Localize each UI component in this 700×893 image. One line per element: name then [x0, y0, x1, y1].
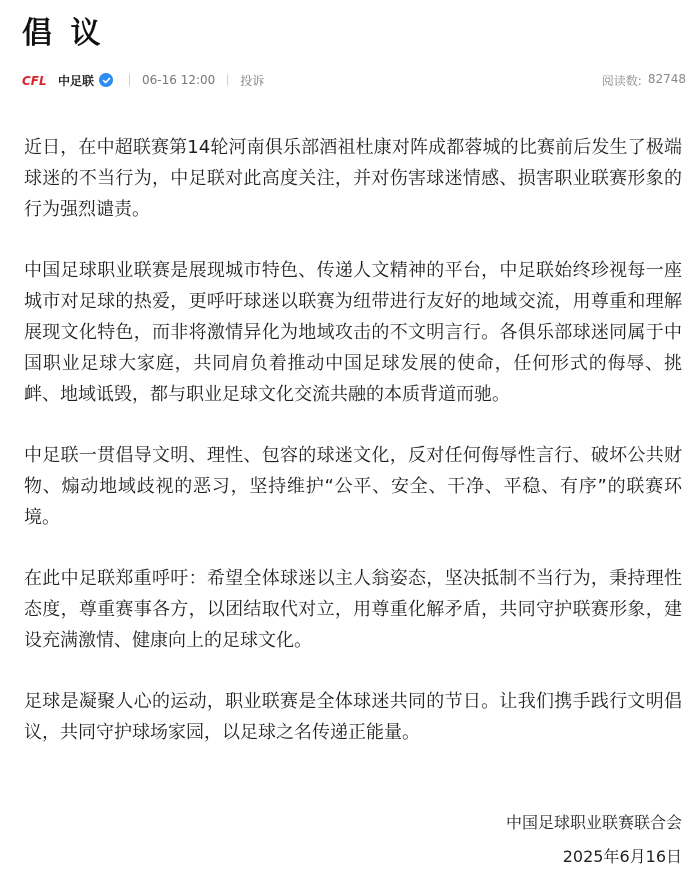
report-link[interactable]: 投诉 — [240, 73, 265, 88]
meta-divider — [227, 74, 228, 86]
svg-text:CFL: CFL — [22, 74, 47, 87]
article-body — [24, 132, 682, 778]
signature-organization: 中国足球职业联赛联合会 — [505, 813, 682, 832]
read-count-label: 阅读数: — [601, 73, 642, 88]
read-count — [602, 72, 686, 89]
paragraph: 在此中足联郑重呼吁：希望全体球迷以主人翁姿态，坚决抵制不当行为，秉持理性态度，尊重赛事各方，以团结取代对立，用尊重化解矛盾，共同守护联赛形象，建设充满激情、健康向上的足球文化。 — [24, 568, 682, 651]
paragraph: 中国足球职业联赛是展现城市特色、传递人文精神的平台，中足联始终珍视每一座城市对足球的热爱，更呼吁球迷以联赛为纽带进行友好的地域交流，用尊重和理解展现文化特色，而非将激情异化为地域攻击的不文明言行。各俱乐部球迷同属于中国职业足球大家庭，共同肩负着推动中国足球发展的使命，任何形式的侮辱、挑衅、地域诋毁，都与职业足球文化交流共融的本质背道而驰。 — [24, 260, 682, 405]
publish-date: 06-16 12:00 — [142, 73, 216, 87]
author-name[interactable]: 中足联 — [58, 73, 95, 88]
verified-badge-icon — [99, 73, 113, 87]
article-title: 倡 议 — [22, 16, 105, 51]
signature-date: 2025年6月16日 — [562, 847, 682, 866]
read-count-value: 82748 — [647, 71, 686, 86]
meta-divider — [129, 74, 130, 86]
paragraph: 近日，在中超联赛第14轮河南俱乐部酒祖杜康对阵成都蓉城的比赛前后发生了极端球迷的不当行为，中足联对此高度关注，并对伤害球迷情感、损害职业联赛形象的行为强烈谴责。 — [24, 137, 682, 220]
paragraph: 中足联一贯倡导文明、理性、包容的球迷文化，反对任何侮辱性言行、破坏公共财物、煽动地域歧视的恶习，坚持维护“公平、安全、干净、平稳、有序”的联赛环境。 — [24, 445, 682, 528]
cfl-logo-icon[interactable] — [22, 73, 48, 87]
paragraph: 足球是凝聚人心的运动，职业联赛是全体球迷共同的节日。让我们携手践行文明倡议，共同守护球场家园，以足球之名传递正能量。 — [24, 691, 682, 743]
article-meta — [22, 66, 686, 94]
